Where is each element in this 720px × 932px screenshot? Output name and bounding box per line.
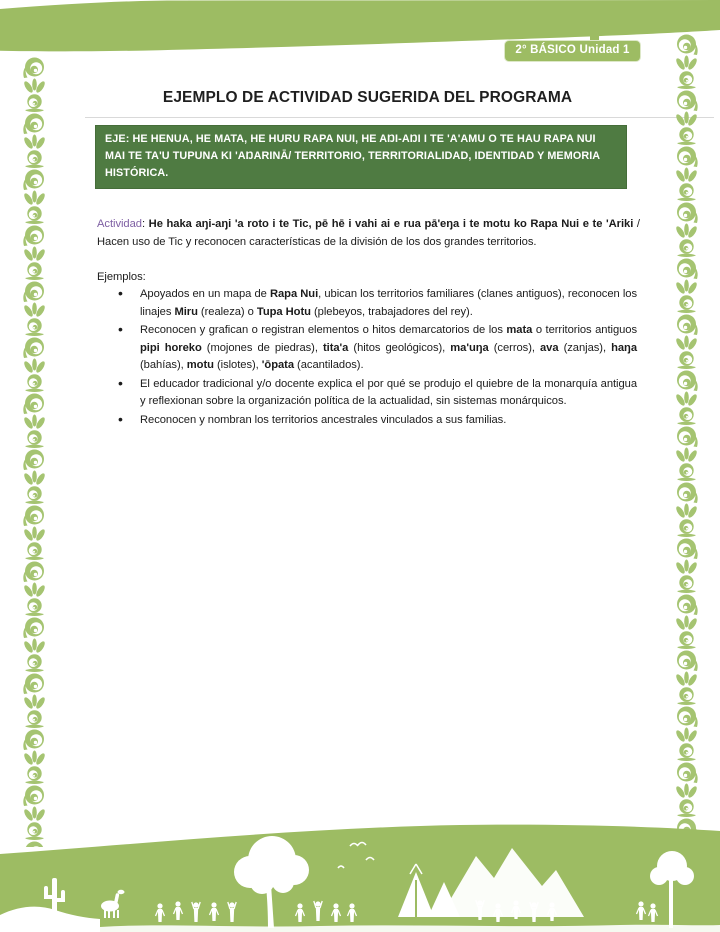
examples-list <box>97 286 637 430</box>
tribal-border-left <box>21 56 48 847</box>
page-title: EJEMPLO DE ACTIVIDAD SUGERIDA DEL PROGRAMA <box>162 89 573 106</box>
examples-label: Ejemplos: <box>97 271 146 283</box>
footer-landscape-illustration <box>0 820 720 932</box>
eje-banner: EJE: HE HENUA, HE MATA, HE HURU RAPA NUI, HE AŊI-AŊI I TE 'A'AMU O TE HAU RAPA NUI MAI TE TA'U TUPUNA KI 'AŊARINĀ/ TERRITORIO, TERRITORIALIDAD, IDENTIDAD Y MEMORIA HISTÓRICA. <box>95 125 627 189</box>
unit-badge: 2° BÁSICO Unidad 1 <box>504 40 641 62</box>
example-item: • El educador tradicional y/o docente explica el por qué se produjo el quiebre de la monarquía antigua y reflexionan sobre la organización política de la actualidad, sin sistemas monárquicos. <box>97 376 637 411</box>
tribal-border-right <box>673 33 700 832</box>
example-item: • Reconocen y nombran los territorios ancestrales vinculados a sus familias. <box>97 412 637 430</box>
divider-line <box>85 117 714 118</box>
example-item: • Apoyados en un mapa de Rapa Nui, ubican los territorios familiares (clanes antiguos), reconocen los linajes Miru (realeza) o Tupa Hotu (plebeyos, trabajadores del rey). <box>97 286 637 321</box>
activity-paragraph: Actividad: He haka aŋi-aŋi 'a roto i te Tic, pē hē i vahi ai e rua pā'eŋa i te motu ko Rapa Nui e te 'Ariki / Hacen uso de Tic y reconocen características de la división de los dos grandes territorios. <box>97 218 640 248</box>
example-item: • Reconocen y grafican o registran elementos o hitos demarcatorios de los mata o territorios antiguos pipi horeko (mojones de piedras), tita'a (hitos geológicos), ma'uŋa (cerros), ava (zanjas), haŋa (bahías), motu (islotes), 'ōpata (acantilados). <box>97 322 637 375</box>
